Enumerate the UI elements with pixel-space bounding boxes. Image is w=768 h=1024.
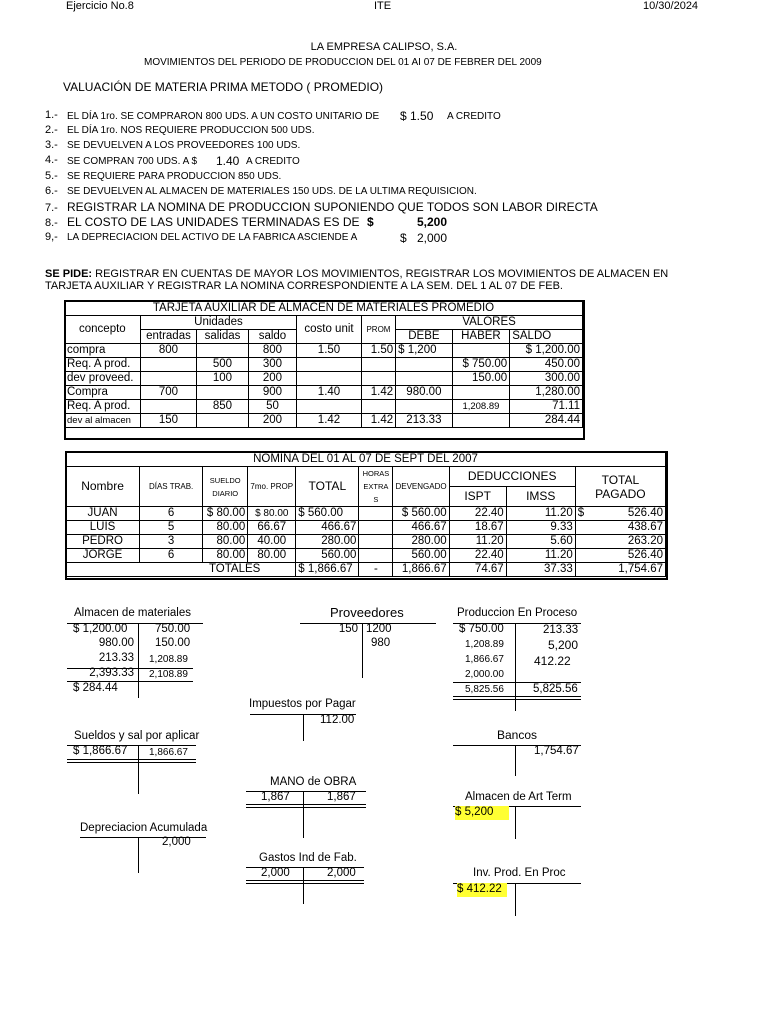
col-costo-unit: costo unit — [297, 316, 362, 344]
step-2 — [45, 124, 315, 136]
col-7mo: 7mo. PROP — [248, 467, 296, 507]
cell-entradas — [140, 372, 197, 386]
col-debe: DEBE — [396, 330, 453, 344]
cell-entradas: 800 — [140, 344, 197, 358]
payroll-table — [65, 452, 666, 577]
col-prom: PROM — [361, 316, 395, 344]
cell-7mo: 66.67 — [248, 521, 296, 535]
cell-costo: 1.50 — [297, 344, 362, 358]
cell-ispt: 22.40 — [449, 507, 506, 521]
col-imss: IMSS — [506, 487, 575, 507]
cell-total: 560.00 — [296, 549, 359, 563]
table-row — [65, 400, 583, 414]
t-mano-obra-double-line-1 — [246, 804, 366, 805]
cell-saldo: 200 — [248, 414, 296, 428]
step-8 — [45, 215, 448, 229]
step-extra: $ — [400, 231, 407, 245]
col-unidades: Unidades — [140, 316, 296, 330]
cell-saldo: 300 — [248, 358, 296, 372]
totals-total: $ 1,866.67 — [296, 563, 359, 577]
cell-debe: 213.33 — [396, 414, 453, 428]
cell-ispt: 11.20 — [449, 535, 506, 549]
step-text: SE DEVUELVEN A LOS PROVEEDORES 100 UDS. — [67, 140, 301, 151]
t-sueldos-credit: 1,866.67 — [149, 747, 188, 758]
t-almacen-credit-3: 1,208.89 — [149, 654, 188, 665]
t-almacen-credit-2: 150.00 — [155, 637, 191, 649]
t-gastos-debit: 2,000 — [261, 867, 290, 879]
cell-total-pagado: 438.67 — [589, 521, 665, 535]
cell-concepto: Req. A prod. — [65, 400, 141, 414]
payroll-title: NOMINA DEL 01 AL 07 DE SEPT DEL 2007 — [66, 453, 666, 467]
cell-costo — [297, 400, 362, 414]
cell-sueldo: 80.00 — [203, 549, 248, 563]
cell-dias: 5 — [140, 521, 203, 535]
cell-haber — [452, 386, 510, 400]
card-title: TARJETA AUXILIAR DE ALMACEN DE MATERIALES PROMEDIO — [65, 302, 583, 316]
col-entradas: entradas — [140, 330, 197, 344]
table-row — [66, 535, 666, 549]
t-impuestos-vline — [303, 714, 304, 741]
t-almacen-debit-3: 213.33 — [98, 652, 134, 664]
cell-haber — [452, 344, 510, 358]
cell-dias: 3 — [140, 535, 203, 549]
cell-imss: 9.33 — [506, 521, 575, 535]
col-horas — [359, 467, 393, 507]
t-inv-prod-vline — [515, 883, 516, 916]
step-tail: A CREDITO — [447, 111, 501, 122]
col-sueldo — [203, 467, 248, 507]
cell-concepto: Req. A prod. — [65, 358, 141, 372]
cell-saldo: 50 — [248, 400, 296, 414]
cell-imss: 11.20 — [506, 507, 575, 521]
t-depreciacion-vline — [138, 837, 139, 873]
cell-nombre: JUAN — [66, 507, 140, 521]
cell-nombre: JORGE — [66, 549, 140, 563]
cell-entradas: 150 — [140, 414, 197, 428]
step-text: SE REQUIERE PARA PRODUCCION 850 UDS. — [67, 171, 282, 182]
col-nombre: Nombre — [66, 467, 140, 507]
cell-prom — [361, 372, 395, 386]
cell-ispt: 18.67 — [449, 521, 506, 535]
step-tail: 5,200 — [417, 215, 448, 229]
step-1 — [45, 109, 501, 123]
materials-card-table — [64, 301, 583, 428]
t-gastos-title: Gastos Ind de Fab. — [259, 852, 357, 864]
totals-ispt: 74.67 — [449, 563, 506, 577]
table-row — [65, 414, 583, 428]
cell-horas — [359, 521, 393, 535]
table-row — [65, 358, 583, 372]
t-almacen-debit-2: 980.00 — [98, 637, 134, 649]
step-5 — [45, 170, 282, 182]
cell-salidas: 100 — [197, 372, 248, 386]
t-inv-prod-title: Inv. Prod. En Proc — [473, 867, 566, 879]
t-mano-obra-title: MANO de OBRA — [270, 776, 357, 788]
t-produccion-double-line-1 — [453, 696, 581, 697]
cell-saldo-valor: 450.00 — [510, 358, 583, 372]
step-text: LA DEPRECIACION DEL ACTIVO DE LA FABRICA ASCIENDE A — [67, 232, 358, 243]
step-3 — [45, 139, 301, 151]
cell-debe — [396, 358, 453, 372]
cell-tp-sign — [575, 535, 589, 549]
cell-entradas: 700 — [140, 386, 197, 400]
col-total: TOTAL — [296, 467, 359, 507]
cell-haber: $ 750.00 — [452, 358, 510, 372]
step-text: SE DEVUELVEN AL ALMACEN DE MATERIALES 150 UDS. DE LA ULTIMA REQUISICION. — [67, 186, 477, 197]
header-center: ITE — [374, 0, 392, 12]
cell-haber — [452, 414, 510, 428]
cell-total: $ 560.00 — [296, 507, 359, 521]
step-num: 9,- — [45, 231, 58, 243]
step-num: 7.- — [45, 202, 58, 214]
cell-ispt: 22.40 — [449, 549, 506, 563]
cell-sueldo: 80.00 — [203, 521, 248, 535]
t-almacen-art-vline — [515, 806, 516, 839]
cell-prom: 1.50 — [361, 344, 395, 358]
cell-saldo: 800 — [248, 344, 296, 358]
t-produccion-credit-2: 5,200 — [548, 638, 579, 652]
t-sueldos-double-line-1 — [67, 759, 196, 760]
step-num: 3.- — [45, 139, 58, 151]
cell-debe: 980.00 — [396, 386, 453, 400]
cell-sueldo: $ 80.00 — [203, 507, 248, 521]
table-row — [66, 507, 666, 521]
cell-salidas — [197, 386, 248, 400]
step-9 — [45, 231, 448, 245]
table-row — [65, 372, 583, 386]
se-pide-line2: TARJETA AUXILIAR Y REGISTRAR LA NOMINA CORRESPONDIENTE A LA SEM. DEL 1 AL 07 DE FEB. — [45, 280, 563, 292]
cell-tp-sign: $ — [575, 507, 589, 521]
totals-imss: 37.33 — [506, 563, 575, 577]
col-horas-line3: S — [373, 495, 379, 504]
t-gastos-credit: 2,000 — [327, 867, 356, 879]
step-text: REGISTRAR LA NOMINA DE PRODUCCION SUPONIENDO QUE TODOS SON LABOR DIRECTA — [67, 200, 598, 214]
t-sueldos-vline — [138, 745, 139, 794]
t-almacen-sum-debit: 2,393.33 — [89, 667, 134, 679]
cell-prom — [361, 358, 395, 372]
cell-tp-sign — [575, 521, 589, 535]
step-extra: 1.40 — [216, 154, 240, 168]
cell-total-pagado: 526.40 — [589, 507, 665, 521]
t-bancos-credit: 1,754.67 — [534, 745, 579, 757]
cell-costo: 1.42 — [297, 414, 362, 428]
t-mano-obra-credit: 1,867 — [327, 791, 356, 803]
step-num: 8.- — [45, 217, 58, 229]
table-row — [65, 344, 583, 358]
cell-salidas — [197, 344, 248, 358]
cell-nombre: LUIS — [66, 521, 140, 535]
cell-tp-sign — [575, 549, 589, 563]
step-text: SE COMPRAN 700 UDS. A $ — [67, 156, 198, 167]
col-deducciones: DEDUCCIONES — [449, 467, 575, 487]
cell-dias: 6 — [140, 549, 203, 563]
t-impuestos-credit: 112.00 — [320, 714, 355, 726]
t-almacen-credit-1: 750.00 — [155, 623, 191, 635]
t-sueldos-double-line-2 — [67, 762, 196, 763]
col-tp-line1: TOTAL — [601, 472, 640, 487]
t-proveedores-credit-2: 980 — [371, 637, 391, 649]
col-saldo: saldo — [248, 330, 296, 344]
step-text: EL DÍA 1ro. SE COMPRARON 800 UDS. A UN COSTO UNITARIO DE — [67, 111, 380, 122]
totals-devengado: 1,866.67 — [393, 563, 449, 577]
cell-saldo: 200 — [248, 372, 296, 386]
t-almacen-art-title: Almacen de Art Term — [465, 791, 572, 803]
totals-row — [66, 563, 666, 577]
t-almacen-art-debit: $ 5,200 — [455, 806, 509, 820]
t-produccion-double-line-2 — [453, 699, 581, 700]
cell-debe: $ 1,200 — [396, 344, 453, 358]
cell-saldo-valor: $ 1,200.00 — [510, 344, 583, 358]
cell-total-pagado: 263.20 — [589, 535, 665, 549]
header-left: Ejercicio No.8 — [66, 0, 134, 12]
step-tail: 2,000 — [417, 231, 448, 245]
col-haber: HABER — [452, 330, 510, 344]
col-dias: DÍAS TRAB. — [140, 467, 203, 507]
t-almacen-debit-1: $ 1,200.00 — [73, 623, 128, 635]
cell-salidas: 500 — [197, 358, 248, 372]
step-7 — [45, 200, 598, 214]
t-produccion-sum-debit: 5,825.56 — [465, 684, 504, 695]
step-num: 4.- — [45, 154, 58, 166]
cell-salidas — [197, 414, 248, 428]
cell-horas — [359, 535, 393, 549]
cell-devengado: 560.00 — [393, 549, 449, 563]
cell-saldo-valor: 284.44 — [510, 414, 583, 428]
totals-label: TOTALES — [66, 563, 296, 577]
t-depreciacion-credit: 2,000 — [162, 836, 191, 848]
t-sueldos-debit: $ 1,866.67 — [73, 745, 128, 757]
step-text: EL COSTO DE LAS UNIDADES TERMINADAS ES DE — [67, 215, 360, 229]
cell-entradas — [140, 358, 197, 372]
cell-concepto: dev al almacen — [65, 414, 141, 428]
cell-entradas — [140, 400, 197, 414]
col-sueldo-line1: SUELDO — [209, 475, 241, 485]
t-produccion-debit-4: 2,000.00 — [465, 669, 504, 680]
cell-devengado: $ 560.00 — [393, 507, 449, 521]
col-concepto: concepto — [65, 316, 141, 344]
cell-prom: 1.42 — [361, 414, 395, 428]
t-almacen-sum-credit: 2,108.89 — [149, 669, 188, 680]
cell-concepto: Compra — [65, 386, 141, 400]
se-pide — [45, 268, 668, 280]
cell-7mo: $ 80.00 — [248, 507, 296, 521]
t-gastos-double-line-2 — [246, 883, 364, 884]
col-saldo-valor: SALDO — [510, 330, 583, 344]
t-produccion-debit-3: 1,866.67 — [465, 654, 504, 665]
cell-costo — [297, 372, 362, 386]
t-produccion-debit-1: $ 750.00 — [459, 623, 504, 635]
t-bancos-title: Bancos — [497, 728, 538, 742]
cell-total: 466.67 — [296, 521, 359, 535]
cell-horas — [359, 549, 393, 563]
step-extra: $ — [367, 215, 374, 229]
t-mano-obra-vline — [303, 791, 304, 838]
se-pide-line1: REGISTRAR EN CUENTAS DE MAYOR LOS MOVIMIENTOS, REGISTRAR LOS MOVIMIENTOS DE ALMACEN EN — [92, 268, 669, 280]
cell-sueldo: 80.00 — [203, 535, 248, 549]
col-valores: VALORES — [396, 316, 583, 330]
cell-saldo-valor: 1,280.00 — [510, 386, 583, 400]
t-produccion-credit-3: 412.22 — [534, 654, 571, 668]
step-num: 5.- — [45, 170, 58, 182]
t-impuestos-title: Impuestos por Pagar — [249, 698, 356, 710]
period-subtitle: MOVIMIENTOS DEL PERIODO DE PRODUCCION DEL 01 AI 07 DE FEBRER DEL 2009 — [144, 57, 542, 68]
t-mano-obra-double-line-2 — [246, 807, 366, 808]
cell-imss: 11.20 — [506, 549, 575, 563]
step-num: 1.- — [45, 109, 58, 121]
cell-prom: 1.42 — [361, 386, 395, 400]
totals-horas: - — [359, 563, 393, 577]
t-proveedores-vline — [362, 623, 363, 678]
step-extra: $ 1.50 — [400, 109, 434, 123]
col-ispt: ISPT — [449, 487, 506, 507]
cell-costo — [297, 358, 362, 372]
t-proveedores-credit-1: 1200 — [366, 623, 392, 635]
t-almacen-title: Almacen de materiales — [74, 607, 191, 619]
t-produccion-vline — [515, 623, 516, 711]
cell-debe — [396, 372, 453, 386]
table-row — [66, 549, 666, 563]
t-bancos-vline — [515, 745, 516, 776]
cell-saldo-valor: 71.11 — [510, 400, 583, 414]
step-text: EL DÍA 1ro. NOS REQUIERE PRODUCCION 500 UDS. — [67, 125, 315, 136]
cell-imss: 5.60 — [506, 535, 575, 549]
col-sueldo-line2: DIARIO — [212, 488, 239, 498]
cell-costo: 1.40 — [297, 386, 362, 400]
table-row — [66, 521, 666, 535]
totals-pagado: 1,754.67 — [575, 563, 665, 577]
col-devengado: DEVENGADO — [393, 467, 449, 507]
cell-7mo: 80.00 — [248, 549, 296, 563]
cell-saldo: 900 — [248, 386, 296, 400]
t-produccion-sum-credit: 5,825.56 — [533, 683, 578, 695]
step-num: 2.- — [45, 124, 58, 136]
company-name: LA EMPRESA CALIPSO, S.A. — [310, 41, 458, 53]
step-num: 6.- — [45, 185, 58, 197]
cell-dias: 6 — [140, 507, 203, 521]
header-right: 10/30/2024 — [643, 0, 699, 12]
t-almacen-balance: $ 284.44 — [73, 682, 118, 694]
cell-devengado: 466.67 — [393, 521, 449, 535]
col-horas-line1: HORAS — [362, 469, 390, 478]
t-proveedores-debit: 150 — [338, 623, 358, 635]
table-row — [65, 386, 583, 400]
t-mano-obra-debit: 1,867 — [261, 791, 290, 803]
cell-horas — [359, 507, 393, 521]
col-horas-line2: EXTRA — [363, 482, 389, 491]
valuation-title: VALUACIÓN DE MATERIA PRIMA METODO ( PROMEDIO) — [63, 80, 384, 94]
cell-total-pagado: 526.40 — [589, 549, 665, 563]
cell-haber: 150.00 — [452, 372, 510, 386]
cell-devengado: 280.00 — [393, 535, 449, 549]
step-tail: A CREDITO — [246, 156, 300, 167]
cell-concepto: compra — [65, 344, 141, 358]
col-salidas: salidas — [197, 330, 248, 344]
cell-debe — [396, 400, 453, 414]
cell-concepto: dev proveed. — [65, 372, 141, 386]
cell-haber: 1,208.89 — [452, 400, 510, 414]
col-total-pagado — [575, 467, 665, 507]
t-sueldos-title: Sueldos y sal por aplicar — [74, 730, 200, 742]
t-gastos-double-line-1 — [246, 880, 364, 881]
t-produccion-debit-2: 1,208.89 — [465, 639, 504, 650]
cell-7mo: 40.00 — [248, 535, 296, 549]
t-produccion-title: Produccion En Proceso — [457, 607, 578, 619]
cell-nombre: PEDRO — [66, 535, 140, 549]
se-pide-label: SE PIDE: — [45, 268, 93, 280]
t-gastos-vline — [303, 867, 304, 904]
step-4 — [45, 154, 300, 168]
col-tp-line2: PAGADO — [595, 486, 646, 501]
t-produccion-credit-1: 213.33 — [543, 624, 579, 636]
t-depreciacion-title: Depreciacion Acumulada — [80, 822, 208, 834]
cell-salidas: 850 — [197, 400, 248, 414]
t-almacen-vline — [138, 623, 139, 698]
cell-total: 280.00 — [296, 535, 359, 549]
cell-saldo-valor: 300.00 — [510, 372, 583, 386]
t-inv-prod-debit: $ 412.22 — [457, 883, 507, 897]
step-6 — [45, 185, 477, 197]
t-proveedores-title: Proveedores — [330, 605, 404, 620]
cell-prom — [361, 400, 395, 414]
